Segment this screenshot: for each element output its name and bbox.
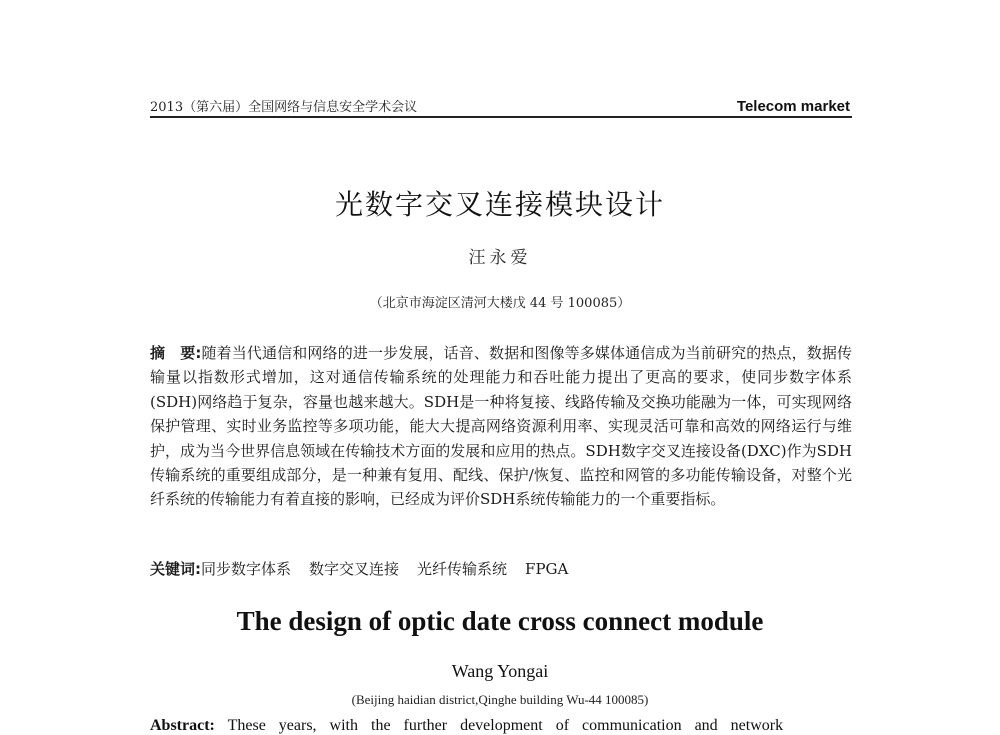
affiliation-chinese: （北京市海淀区清河大楼戊 44 号 100085）: [369, 296, 631, 311]
paper-title-english: The design of optic date cross connect module: [236, 606, 764, 636]
keyword: 光纤传输系统: [417, 560, 508, 578]
keywords-chinese: [150, 558, 852, 579]
header-rule: [150, 116, 852, 118]
journal-name: Telecom market: [736, 98, 850, 115]
running-header: [150, 93, 850, 115]
keywords-label-chinese: 关键词:: [150, 560, 201, 578]
abstract-text-english: These years, with the further development of communication and network: [227, 717, 784, 734]
conference-name: 2013（第六届）全国网络与信息安全学术会议: [150, 100, 418, 115]
author-english: Wang Yongai: [451, 661, 549, 681]
abstract-english: [150, 717, 852, 735]
paper-title-chinese: 光数字交叉连接模块设计: [334, 188, 665, 221]
abstract-label-chinese: 摘 要:: [150, 344, 202, 362]
abstract-text-chinese: 随着当代通信和网络的进一步发展，话音、数据和图像等多媒体通信成为当前研究的热点，数据传输量以指数形式增加，这对通信传输系统的处理能力和吞吐能力提出了更高的要求，使同步数字体系(SDH)网络趋于复杂，容量也越来越大。SDH是一种将复接、线路传输及交换功能融为一体，可实现网络保护管理、实时业务监控等多项功能，能大大提高网络资源利用率、实现灵活可靠和高效的网络运行与维护，成为当今世界信息领域在传输技术方面的发展和应用的热点。SDH数字交叉连接设备(DXC)作为SDH传输系统的重要组成部分，是一种兼有复用、配线、保护/恢复、监控和网管的多功能传输设备，对整个光纤系统的传输能力有着直接的影响，已经成为评价SDH系统传输能力的一个重要指标。: [150, 344, 852, 509]
abstract-label-english: Abstract:: [150, 717, 215, 734]
author-chinese: 汪永爱: [468, 248, 532, 268]
keyword: 数字交叉连接: [309, 560, 400, 578]
abstract-chinese: [150, 341, 852, 512]
keyword: FPGA: [525, 560, 569, 578]
keyword: 同步数字体系: [201, 560, 292, 578]
affiliation-english: (Beijing haidian district,Qinghe building Wu-44 100085): [351, 692, 649, 707]
